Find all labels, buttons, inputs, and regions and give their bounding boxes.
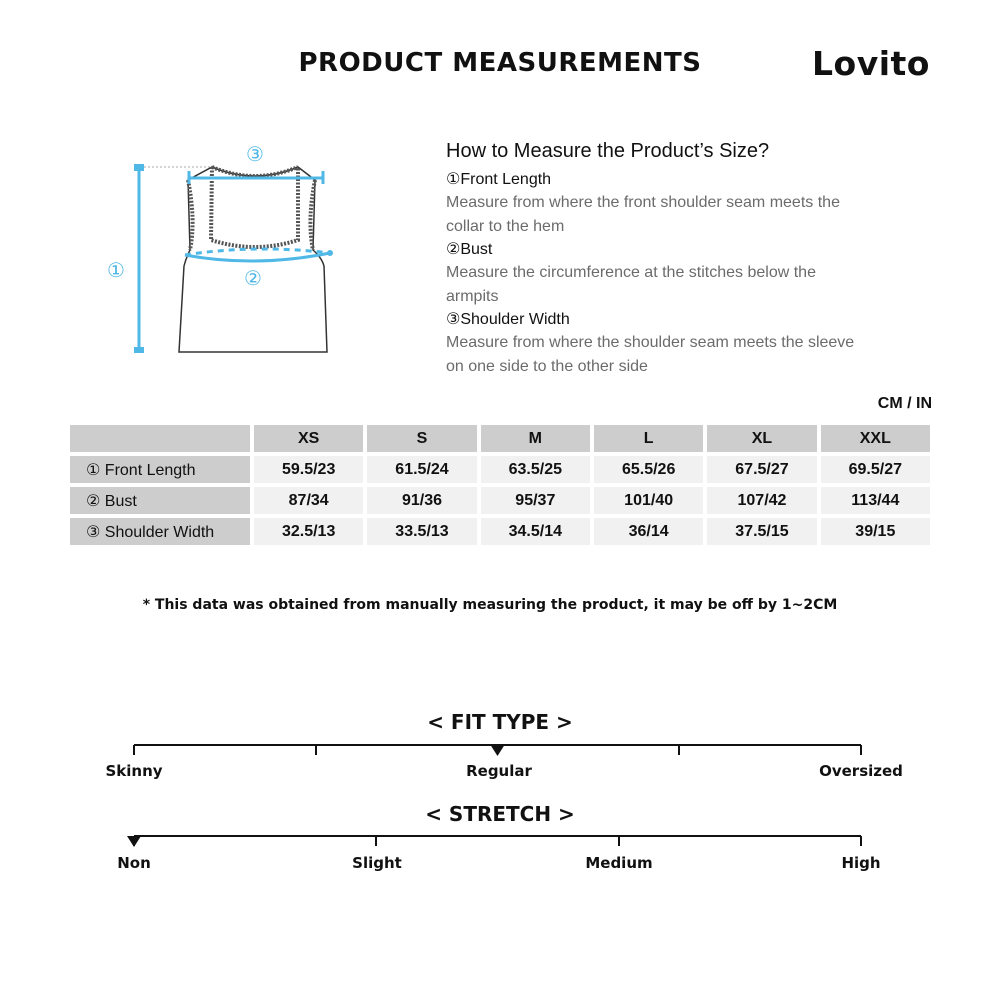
- svg-text:②: ②: [244, 266, 262, 290]
- table-cell: 36/14: [594, 518, 703, 545]
- fit-label-skinny: Skinny: [105, 762, 163, 780]
- size-table: [66, 421, 934, 549]
- table-cell: 59.5/23: [254, 456, 363, 483]
- svg-text:③: ③: [246, 142, 264, 166]
- marker-shoulder-width: [246, 142, 264, 166]
- fit-type-marker-icon: [491, 745, 505, 756]
- bust-title: ②Bust: [446, 241, 493, 258]
- column-header: XS: [254, 425, 363, 452]
- stretch-marker-icon: [127, 836, 141, 847]
- fit-type-title: < FIT TYPE >: [427, 710, 573, 734]
- table-cell: 32.5/13: [254, 518, 363, 545]
- stretch-label-non: Non: [117, 854, 151, 872]
- bust-desc-1: Measure the circumference at the stitches below the: [446, 264, 816, 281]
- how-to-measure: [446, 140, 906, 379]
- row-label: ① Front Length: [70, 456, 250, 483]
- stretch-label-slight: Slight: [352, 854, 402, 872]
- how-to-heading: How to Measure the Product’s Size?: [446, 140, 770, 162]
- svg-text:①: ①: [107, 258, 125, 282]
- stretch-label-medium: Medium: [585, 854, 653, 872]
- table-cell: 101/40: [594, 487, 703, 514]
- table-header-row: [70, 425, 930, 452]
- measurement-note: * This data was obtained from manually measuring the product, it may be off by 1~2CM: [142, 597, 838, 613]
- table-cell: 91/36: [367, 487, 476, 514]
- fit-label-regular: Regular: [466, 762, 532, 780]
- garment-outline: [179, 167, 327, 352]
- table-cell: 37.5/15: [707, 518, 816, 545]
- table-cell: 95/37: [481, 487, 590, 514]
- front-length-line: [134, 164, 144, 353]
- marker-bust: [244, 266, 262, 290]
- column-header: S: [367, 425, 476, 452]
- shoulder-width-desc-2: on one side to the other side: [446, 358, 648, 375]
- row-label: ② Bust: [70, 487, 250, 514]
- table-cell: 39/15: [821, 518, 930, 545]
- shoulder-width-desc-1: Measure from where the shoulder seam meets the sleeve: [446, 334, 855, 351]
- column-header: M: [481, 425, 590, 452]
- table-cell: 34.5/14: [481, 518, 590, 545]
- units-label: CM / IN: [877, 395, 932, 412]
- shoulder-width-title: ③Shoulder Width: [446, 311, 570, 328]
- table-cell: 67.5/27: [707, 456, 816, 483]
- stretch-label-high: High: [841, 854, 881, 872]
- front-length-desc-2: collar to the hem: [446, 218, 565, 235]
- table-header-blank: [70, 425, 250, 452]
- column-header: XL: [707, 425, 816, 452]
- table-cell: 113/44: [821, 487, 930, 514]
- stretch-title: < STRETCH >: [425, 802, 575, 826]
- table-cell: 87/34: [254, 487, 363, 514]
- table-row: [70, 456, 930, 483]
- tank-top-diagram: [100, 140, 360, 370]
- front-length-desc-1: Measure from where the front shoulder seam meets the: [446, 194, 840, 211]
- brand-logo: Lovito: [812, 44, 930, 83]
- table-row: [70, 487, 930, 514]
- table-row: [70, 518, 930, 545]
- row-label: ③ Shoulder Width: [70, 518, 250, 545]
- page-title: PRODUCT MEASUREMENTS: [298, 48, 702, 78]
- bust-desc-2: armpits: [446, 288, 499, 305]
- marker-front-length: [107, 258, 125, 282]
- table-cell: 61.5/24: [367, 456, 476, 483]
- fit-label-oversized: Oversized: [819, 762, 903, 780]
- table-cell: 65.5/26: [594, 456, 703, 483]
- front-length-title: ①Front Length: [446, 171, 552, 188]
- table-cell: 107/42: [707, 487, 816, 514]
- column-header: XXL: [821, 425, 930, 452]
- table-cell: 69.5/27: [821, 456, 930, 483]
- column-header: L: [594, 425, 703, 452]
- table-cell: 63.5/25: [481, 456, 590, 483]
- table-cell: 33.5/13: [367, 518, 476, 545]
